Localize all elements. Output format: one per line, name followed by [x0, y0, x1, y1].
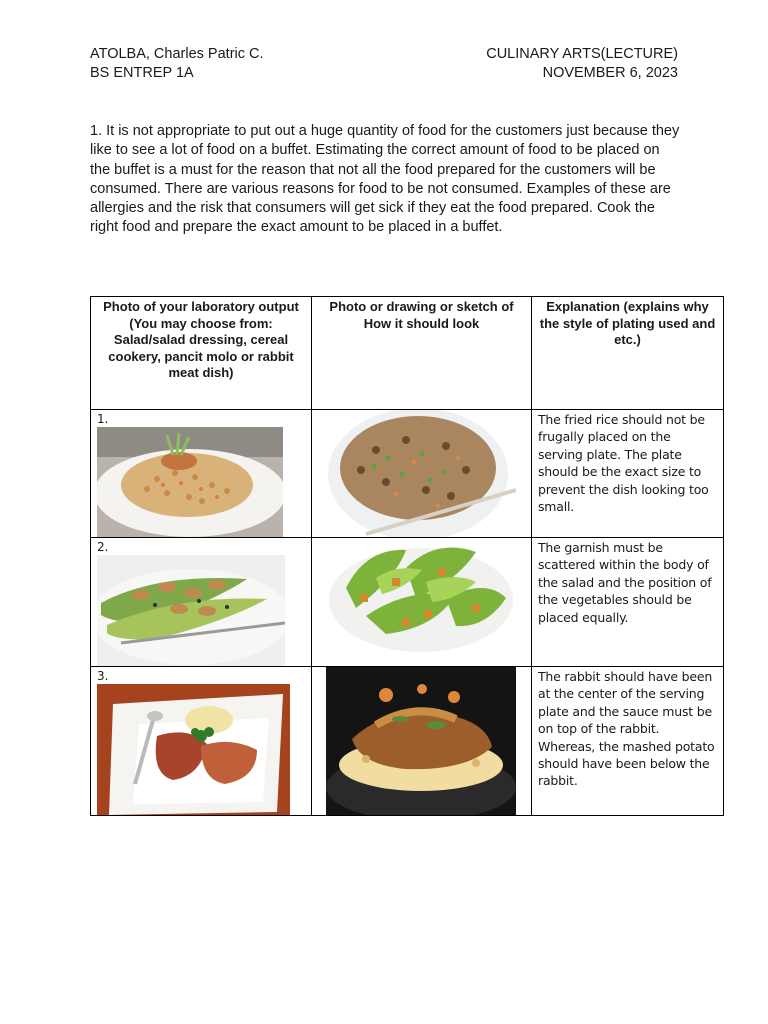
header-explanation: Explanation (explains why the style of plating used and etc.)	[532, 297, 724, 410]
explanation-text: The garnish must be scattered within the body of the salad and the position of the vegetables should be placed equally.	[538, 540, 712, 625]
course-title: CULINARY ARTS(LECTURE)	[486, 46, 678, 62]
row-number: 3.	[97, 669, 109, 683]
reference-photo-cell	[312, 667, 532, 816]
plating-table	[90, 296, 724, 816]
reference-photo-cell	[312, 410, 532, 538]
reference-photo-cell	[312, 538, 532, 667]
explanation-cell	[532, 410, 724, 538]
table-header-row	[91, 297, 724, 410]
explanation-cell	[532, 538, 724, 667]
document-date: NOVEMBER 6, 2023	[542, 65, 678, 81]
fried-rice-lab-photo	[97, 427, 283, 537]
explanation-text: The rabbit should have been at the center of the serving plate and the sauce must be on top of the rabbit. Whereas, the mashed potato should have been below the rabbit.	[538, 669, 715, 789]
header-reference-photo: Photo or drawing or sketch of How it should look	[312, 297, 532, 410]
lab-photo-cell	[91, 667, 312, 816]
salad-reference-photo	[326, 538, 516, 652]
student-program: BS ENTREP 1A	[90, 65, 194, 81]
row-number: 2.	[97, 540, 109, 554]
header-left	[90, 45, 264, 83]
table-row	[91, 410, 724, 538]
student-name: ATOLBA, Charles Patric C.	[90, 46, 264, 62]
fried-rice-reference-photo	[326, 410, 516, 537]
answer-paragraph: 1. It is not appropriate to put out a huge quantity of food for the customers just because they like to see a lot of food on a buffet. Estimating the correct amount of food to be placed on the buffet is a must for the reason that not all the food prepared for the customers will be consumed. There are various reasons for food to be not consumed. Examples of these are allergies and the risk that consumers will get sick if they eat the food prepared. Cook the right food and prepare the exact amount to be placed in a buffet.	[90, 123, 680, 236]
explanation-text: The fried rice should not be frugally placed on the serving plate. The plate should be the exact size to prevent the dish looking too small.	[538, 412, 709, 515]
rabbit-dish-lab-photo	[97, 684, 290, 815]
header-lab-photo: Photo of your laboratory output (You may choose from: Salad/salad dressing, cereal cookery, pancit molo or rabbit meat dish)	[91, 297, 312, 410]
lab-photo-cell	[91, 410, 312, 538]
salad-lab-photo	[97, 555, 285, 666]
explanation-cell	[532, 667, 724, 816]
lab-photo-cell	[91, 538, 312, 667]
row-number: 1.	[97, 412, 109, 426]
table-row	[91, 538, 724, 667]
rabbit-dish-reference-photo	[326, 667, 516, 815]
header-right	[486, 45, 678, 83]
table-row	[91, 667, 724, 816]
